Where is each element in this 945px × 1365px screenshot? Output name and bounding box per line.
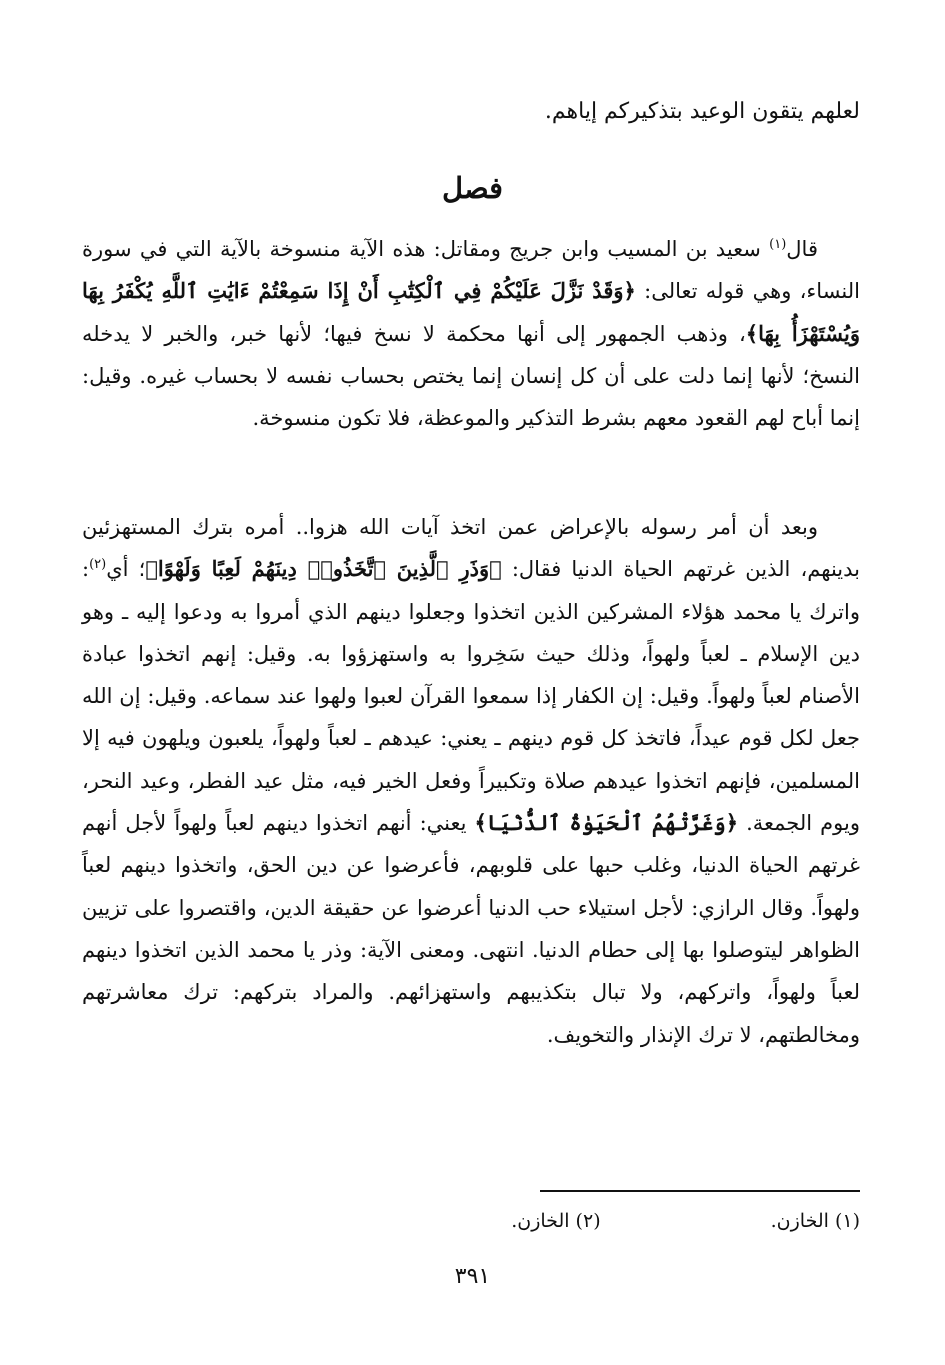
page-number: ٣٩١	[454, 1264, 491, 1289]
quran-verse-1: ﴿وَقَدْ نَزَّلَ عَلَيْكُمْ فِي ٱلْكِتَٰبِ أَنْ إِذَا سَمِعْتُمْ ءَايَٰتِ ٱللَّهِ يُكْفَرُ بِهَا وَيُسْتَهْزَأُ بِهَا﴾	[82, 278, 860, 346]
paragraph-1-text-a: سعيد بن المسيب وابن جريج ومقاتل: هذه الآية منسوخة بالآية التي في سورة النساء، وهي قوله تعالى:	[82, 237, 861, 304]
paragraph-2-text-c: : واترك يا محمد هؤلاء المشركين الذين اتخذوا وجعلوا دينهم الذي أمروا به ودعوا إليه ـ وهو دين الإسلام ـ لعباً ولهواً، وذلك حيث سَخِروا به واستهزؤوا به. وقيل: إنهم اتخذوا عبادة الأصنام لعباً ولهواً. وقيل: إن الكفار إذا سمعوا القرآن لعبوا ولهوا عند سماعه. وقيل: إن الله جعل لكل قوم عيداً، فاتخذ كل قوم دينهم ـ يعني: عيدهم ـ لعباً ولهواً، يلعبون ويلهون فيه إلا المسلمين، فإنهم اتخذوا عيدهم صلاة وتكبيراً وفعل الخير فيه، مثل عيد الفطر، وعيد النحر، ويوم الجمعة.	[82, 557, 860, 836]
quran-verse-2: ﴿وَذَرِ ٱلَّذِينَ ٱتَّخَذُوا۟ دِينَهُمْ لَعِبًا وَلَهْوًا﴾	[145, 556, 502, 582]
paragraph-2-text-a: وبعد أن أمر رسوله بالإعراض عمن اتخذ آيات الله هزوا.. أمره بترك المستهزئين بدينهم، الذين غرتهم الحياة الدنيا فقال:	[82, 515, 860, 582]
footnote-1: (١) الخازن.	[770, 1210, 860, 1232]
quran-verse-3: ﴿وَغَرَّتْهُمُ ٱلْحَيَوٰةُ ٱلدُّنْيَا﴾	[474, 810, 739, 836]
paragraph-2-text-b: ؛ أي	[106, 557, 146, 582]
paragraph-1	[82, 228, 860, 439]
footnote-ref-1[interactable]: (١)	[769, 237, 787, 252]
paragraph-2-text-d: يعني: أنهم اتخذوا دينهم لعباً ولهواً لأجل أنهم غرتهم الحياة الدنيا، وغلب حبها على قلوبهم، فأعرضوا عن دين الحق، واتخذوا دينهم لعباً ولهواً. وقال الرازي: لأجل استيلاء حب الدنيا أعرضوا عن حقيقة الدين، واقتصروا على تزيين الظواهر ليتوصلوا بها إلى حطام الدنيا. انتهى. ومعنى الآية: وذر يا محمد الذين اتخذوا دينهم لعباً ولهواً، واتركهم، ولا تبال بتكذيبهم واستهزائهم. والمراد بتركهم: ترك معاشرتهم ومخالطتهم، لا ترك الإنذار والتخويف.	[82, 811, 861, 1047]
paragraph-1-text-b: ، وذهب الجمهور إلى أنها محكمة لا نسخ فيها؛ لأنها خبر، والخبر لا يدخله النسخ؛ لأنها إنما دلت على أن كل إنسان إنما يختص بحساب نفسه لا بحساب غيره. وقيل: إنما أباح لهم القعود معهم بشرط التذكير والموعظة، فلا تكون منسوخة.	[82, 321, 860, 431]
footnote-divider	[540, 1190, 860, 1192]
intro-line: لعلهم يتقون الوعيد بتذكيركم إياهم.	[544, 99, 860, 124]
footnotes	[82, 1206, 860, 1236]
footnote-2: (٢) الخازن.	[511, 1210, 601, 1232]
paragraph-2	[82, 506, 860, 1056]
footnote-ref-2[interactable]: (٢)	[89, 557, 107, 573]
section-heading: فصل	[442, 171, 503, 205]
paragraph-1-lead: قال	[786, 237, 818, 261]
